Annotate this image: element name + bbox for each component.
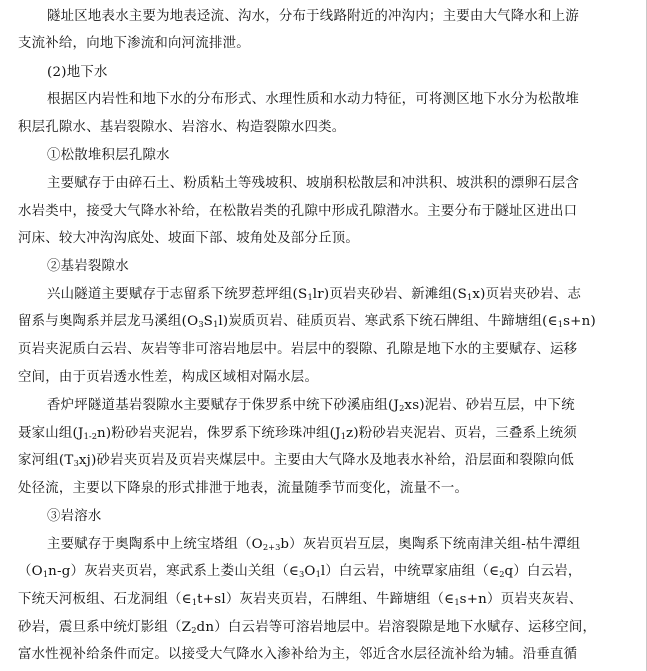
heading-groundwater: (2)地下水	[47, 65, 108, 80]
paragraph-pore-water-line-1: 主要赋存于由碎石土、粉质粘土等残坡积、坡崩积松散层和冲洪积、坡洪积的漂卵石层含	[47, 176, 579, 191]
paragraph-xingshan-line-4: 空间，由于页岩透水性差，构成区域相对隔水层。	[18, 370, 319, 385]
paragraph-karst-line-5: 富水性视补给条件而定。以接受大气降水入渗补给为主，邻近含水层径流补给为辅。沿垂直循	[18, 647, 578, 662]
paragraph-xianglupin-line-2: 聂家山组$(J_{1-2}n)$粉砂岩夹泥岩，侏罗系下统珍珠冲组$(J_1z)$粉砂岩夹泥岩、页岩，三叠系上统须	[18, 426, 578, 442]
heading-bedrock-fissure-water: ②基岩裂隙水	[47, 259, 129, 274]
paragraph-karst-line-2: $(O_1n-g)$灰岩夹页岩，寒武系上娄山关组$(\in_3O_1l)$白云岩，中统覃家庙组$(\in_2q)$白云岩，	[18, 564, 582, 580]
paragraph-pore-water-line-2: 水岩类中，接受大气降水补给，在松散岩类的孔隙中形成孔隙潜水。主要分布于隧址区进出口	[18, 204, 578, 219]
paragraph-surface-water-line-1: 隧址区地表水主要为地表迳流、沟水，分布于线路附近的冲沟内；主要由大气降水和上游	[47, 9, 579, 24]
paragraph-xingshan-line-3: 页岩夹泥质白云岩、灰岩等非可溶岩地层中。岩层中的裂隙、孔隙是地下水的主要赋存、运移	[18, 342, 578, 357]
paragraph-xingshan-line-2: 留系与奥陶系并层龙马溪组$(O_3S_1l)$炭质页岩、硅质页岩、寒武系下统石牌组、牛蹄塘组$(\in_1s+n)$	[18, 314, 597, 330]
paragraph-xianglupin-line-1: 香炉坪隧道基岩裂隙水主要赋存于侏罗系中统下砂溪庙组$(J_2xs)$泥岩、砂岩互层，中下统	[47, 398, 575, 414]
heading-karst-water: ③岩溶水	[47, 509, 102, 524]
paragraph-classification-line-2: 积层孔隙水、基岩裂隙水、岩溶水、构造裂隙水四类。	[18, 120, 346, 135]
heading-loose-deposit-pore-water: ①松散堆积层孔隙水	[47, 148, 170, 163]
paragraph-karst-line-3: 下统天河板组、石龙洞组$(\in_1t+sl)$灰岩夹页岩，石牌组、牛蹄塘组$(\in_1s+n)$页岩夹灰岩、	[18, 592, 583, 608]
paragraph-pore-water-line-3: 河床、较大冲沟沟底处、坡面下部、坡角处及部分丘顶。	[18, 231, 360, 246]
paragraph-classification-line-1: 根据区内岩性和地下水的分布形式、水理性质和水动力特征，可将测区地下水分为松散堆	[47, 92, 579, 107]
paragraph-xianglupin-line-4: 处径流，主要以下降泉的形式排泄于地表，流量随季节而变化，流量不一。	[18, 481, 469, 496]
paragraph-xingshan-line-1: 兴山隧道主要赋存于志留系下统罗惹坪组$(S_1lr)$页岩夹砂岩、新滩组$(S_1x)$页岩夹砂岩、志	[47, 287, 582, 303]
paragraph-karst-line-1: 主要赋存于奥陶系中上统宝塔组$(O_{2+3}b)$灰岩页岩互层，奥陶系下统南津关组-枯牛潭组	[47, 537, 581, 553]
paragraph-surface-water-line-2: 支流补给，向地下渗流和向河流排泄。	[18, 36, 250, 51]
paragraph-xianglupin-line-3: 家河组$(T_3xj)$砂岩夹页岩及页岩夹煤层中。主要由大气降水及地表水补给，沿层面和裂隙向低	[18, 453, 574, 469]
paragraph-karst-line-4: 砂岩，震旦系中统灯影组$(Z_2dn)$白云岩等可溶岩地层中。岩溶裂隙是地下水赋存、运移空间，	[18, 620, 597, 636]
